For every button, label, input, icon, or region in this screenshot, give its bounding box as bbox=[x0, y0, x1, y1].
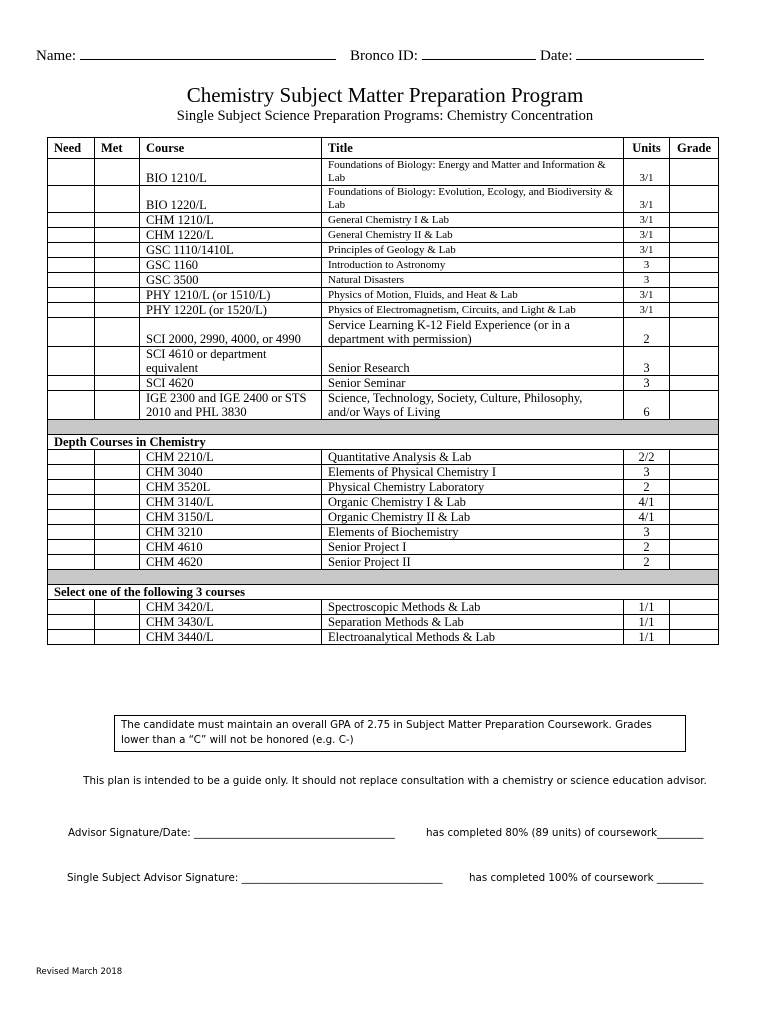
grade-cell[interactable] bbox=[670, 228, 719, 243]
need-cell[interactable] bbox=[48, 376, 95, 391]
need-cell[interactable] bbox=[48, 273, 95, 288]
grade-cell[interactable] bbox=[670, 303, 719, 318]
met-cell[interactable] bbox=[95, 258, 140, 273]
table-row bbox=[48, 258, 719, 273]
units-cell: 1/1 bbox=[624, 615, 670, 630]
grade-cell[interactable] bbox=[670, 273, 719, 288]
table-row bbox=[48, 465, 719, 480]
met-cell[interactable] bbox=[95, 303, 140, 318]
title-cell: Physics of Motion, Fluids, and Heat & Lab bbox=[322, 288, 624, 303]
units-cell: 2/2 bbox=[624, 450, 670, 465]
table-row bbox=[48, 630, 719, 645]
need-cell[interactable] bbox=[48, 258, 95, 273]
met-cell[interactable] bbox=[95, 186, 140, 213]
section-divider bbox=[48, 570, 719, 585]
course-cell: CHM 3210 bbox=[140, 525, 322, 540]
met-cell[interactable] bbox=[95, 630, 140, 645]
header-title: Title bbox=[322, 138, 624, 159]
title-cell: Natural Disasters bbox=[322, 273, 624, 288]
units-cell: 4/1 bbox=[624, 510, 670, 525]
title-cell: Quantitative Analysis & Lab bbox=[322, 450, 624, 465]
title-cell: General Chemistry I & Lab bbox=[322, 213, 624, 228]
title-cell: Introduction to Astronomy bbox=[322, 258, 624, 273]
need-cell[interactable] bbox=[48, 228, 95, 243]
grade-cell[interactable] bbox=[670, 318, 719, 347]
met-cell[interactable] bbox=[95, 615, 140, 630]
select-heading: Select one of the following 3 courses bbox=[48, 585, 719, 600]
units-cell: 3 bbox=[624, 347, 670, 376]
table-row bbox=[48, 228, 719, 243]
bronco-id-line[interactable] bbox=[422, 46, 536, 60]
course-cell: GSC 1160 bbox=[140, 258, 322, 273]
table-row bbox=[48, 391, 719, 420]
units-cell: 3 bbox=[624, 465, 670, 480]
table-row bbox=[48, 376, 719, 391]
grade-cell[interactable] bbox=[670, 465, 719, 480]
met-cell[interactable] bbox=[95, 510, 140, 525]
title-cell: Physics of Electromagnetism, Circuits, and Light & Lab bbox=[322, 303, 624, 318]
advisor-progress-line[interactable]: has completed 80% (89 units) of coursework_________ bbox=[426, 827, 704, 839]
course-cell: BIO 1220/L bbox=[140, 186, 322, 213]
units-cell: 2 bbox=[624, 555, 670, 570]
title-cell: Foundations of Biology: Evolution, Ecology, and Biodiversity & Lab bbox=[322, 186, 624, 213]
name-field bbox=[36, 46, 336, 65]
guide-note: This plan is intended to be a guide only. It should not replace consultation with a chemistry or science education advisor. bbox=[83, 775, 707, 787]
met-cell[interactable] bbox=[95, 347, 140, 376]
met-cell[interactable] bbox=[95, 288, 140, 303]
units-cell: 2 bbox=[624, 540, 670, 555]
need-cell[interactable] bbox=[48, 318, 95, 347]
title-cell: Senior Project I bbox=[322, 540, 624, 555]
course-table bbox=[47, 137, 719, 645]
course-cell: CHM 2210/L bbox=[140, 450, 322, 465]
course-cell: GSC 3500 bbox=[140, 273, 322, 288]
need-cell[interactable] bbox=[48, 303, 95, 318]
course-cell: CHM 4610 bbox=[140, 540, 322, 555]
name-label: Name: bbox=[36, 48, 76, 64]
grade-cell[interactable] bbox=[670, 480, 719, 495]
need-cell[interactable] bbox=[48, 186, 95, 213]
met-cell[interactable] bbox=[95, 555, 140, 570]
grade-cell[interactable] bbox=[670, 525, 719, 540]
units-cell: 1/1 bbox=[624, 600, 670, 615]
name-line[interactable] bbox=[80, 46, 336, 60]
title-cell: Senior Seminar bbox=[322, 376, 624, 391]
course-cell: SCI 4620 bbox=[140, 376, 322, 391]
title-cell: Elements of Biochemistry bbox=[322, 525, 624, 540]
title-cell: Separation Methods & Lab bbox=[322, 615, 624, 630]
need-cell[interactable] bbox=[48, 615, 95, 630]
units-cell: 3 bbox=[624, 258, 670, 273]
met-cell[interactable] bbox=[95, 450, 140, 465]
table-row bbox=[48, 347, 719, 376]
grade-cell[interactable] bbox=[670, 510, 719, 525]
table-row bbox=[48, 510, 719, 525]
units-cell: 3/1 bbox=[624, 288, 670, 303]
course-cell: CHM 3140/L bbox=[140, 495, 322, 510]
title-cell: Spectroscopic Methods & Lab bbox=[322, 600, 624, 615]
table-row bbox=[48, 159, 719, 186]
units-cell: 1/1 bbox=[624, 630, 670, 645]
course-cell: PHY 1220L (or 1520/L) bbox=[140, 303, 322, 318]
met-cell[interactable] bbox=[95, 376, 140, 391]
gpa-note-box: The candidate must maintain an overall GPA of 2.75 in Subject Matter Preparation Coursework. Grades lower than a “C” will not be honored (e.g. C-) bbox=[114, 715, 686, 752]
grade-cell[interactable] bbox=[670, 540, 719, 555]
table-row bbox=[48, 288, 719, 303]
met-cell[interactable] bbox=[95, 228, 140, 243]
header-met: Met bbox=[95, 138, 140, 159]
date-field bbox=[540, 46, 704, 65]
grade-cell[interactable] bbox=[670, 615, 719, 630]
need-cell[interactable] bbox=[48, 495, 95, 510]
units-cell: 3/1 bbox=[624, 228, 670, 243]
units-cell: 3 bbox=[624, 273, 670, 288]
course-cell: IGE 2300 and IGE 2400 or STS 2010 and PHL 3830 bbox=[140, 391, 322, 420]
date-line[interactable] bbox=[576, 46, 704, 60]
course-cell: CHM 1220/L bbox=[140, 228, 322, 243]
title-cell: Service Learning K-12 Field Experience (or in a department with permission) bbox=[322, 318, 624, 347]
units-cell: 3/1 bbox=[624, 303, 670, 318]
title-cell: Elements of Physical Chemistry I bbox=[322, 465, 624, 480]
grade-cell[interactable] bbox=[670, 159, 719, 186]
need-cell[interactable] bbox=[48, 450, 95, 465]
title-cell: General Chemistry II & Lab bbox=[322, 228, 624, 243]
bronco-id-label: Bronco ID: bbox=[350, 48, 418, 64]
grade-cell[interactable] bbox=[670, 391, 719, 420]
course-cell: CHM 3430/L bbox=[140, 615, 322, 630]
units-cell: 6 bbox=[624, 391, 670, 420]
title-cell: Foundations of Biology: Energy and Matter and Information & Lab bbox=[322, 159, 624, 186]
section-divider bbox=[48, 420, 719, 435]
table-header-row bbox=[48, 138, 719, 159]
table-row bbox=[48, 600, 719, 615]
table-row bbox=[48, 243, 719, 258]
need-cell[interactable] bbox=[48, 510, 95, 525]
header-course: Course bbox=[140, 138, 322, 159]
title-cell: Science, Technology, Society, Culture, Philosophy, and/or Ways of Living bbox=[322, 391, 624, 420]
grade-cell[interactable] bbox=[670, 243, 719, 258]
grade-cell[interactable] bbox=[670, 213, 719, 228]
units-cell: 3/1 bbox=[624, 186, 670, 213]
need-cell[interactable] bbox=[48, 213, 95, 228]
table-row bbox=[48, 525, 719, 540]
course-cell: CHM 1210/L bbox=[140, 213, 322, 228]
title-cell: Senior Project II bbox=[322, 555, 624, 570]
table-row bbox=[48, 555, 719, 570]
table-row bbox=[48, 213, 719, 228]
units-cell: 3/1 bbox=[624, 243, 670, 258]
table-row bbox=[48, 615, 719, 630]
course-cell: CHM 4620 bbox=[140, 555, 322, 570]
course-cell: CHM 3040 bbox=[140, 465, 322, 480]
header-units: Units bbox=[624, 138, 670, 159]
grade-cell[interactable] bbox=[670, 495, 719, 510]
course-cell: SCI 2000, 2990, 4000, or 4990 bbox=[140, 318, 322, 347]
course-cell: PHY 1210/L (or 1510/L) bbox=[140, 288, 322, 303]
need-cell[interactable] bbox=[48, 555, 95, 570]
grade-cell[interactable] bbox=[670, 186, 719, 213]
units-cell: 4/1 bbox=[624, 495, 670, 510]
depth-heading: Depth Courses in Chemistry bbox=[48, 435, 719, 450]
single-subject-signature-line[interactable]: Single Subject Advisor Signature: _______________________________________ bbox=[67, 872, 443, 884]
units-cell: 3 bbox=[624, 376, 670, 391]
met-cell[interactable] bbox=[95, 273, 140, 288]
title-cell: Organic Chemistry I & Lab bbox=[322, 495, 624, 510]
met-cell[interactable] bbox=[95, 159, 140, 186]
table-row bbox=[48, 450, 719, 465]
single-subject-progress-line[interactable]: has completed 100% of coursework _________ bbox=[469, 872, 704, 884]
need-cell[interactable] bbox=[48, 480, 95, 495]
course-cell: SCI 4610 or department equivalent bbox=[140, 347, 322, 376]
units-cell: 2 bbox=[624, 318, 670, 347]
met-cell[interactable] bbox=[95, 243, 140, 258]
grade-cell[interactable] bbox=[670, 630, 719, 645]
need-cell[interactable] bbox=[48, 465, 95, 480]
grade-cell[interactable] bbox=[670, 600, 719, 615]
need-cell[interactable] bbox=[48, 347, 95, 376]
met-cell[interactable] bbox=[95, 213, 140, 228]
met-cell[interactable] bbox=[95, 391, 140, 420]
course-cell: CHM 3440/L bbox=[140, 630, 322, 645]
units-cell: 3 bbox=[624, 525, 670, 540]
title-cell: Physical Chemistry Laboratory bbox=[322, 480, 624, 495]
table-row bbox=[48, 540, 719, 555]
met-cell[interactable] bbox=[95, 465, 140, 480]
need-cell[interactable] bbox=[48, 243, 95, 258]
grade-cell[interactable] bbox=[670, 555, 719, 570]
need-cell[interactable] bbox=[48, 525, 95, 540]
course-cell: BIO 1210/L bbox=[140, 159, 322, 186]
need-cell[interactable] bbox=[48, 540, 95, 555]
table-row bbox=[48, 303, 719, 318]
met-cell[interactable] bbox=[95, 600, 140, 615]
grade-cell[interactable] bbox=[670, 376, 719, 391]
title-cell: Senior Research bbox=[322, 347, 624, 376]
title-cell: Organic Chemistry II & Lab bbox=[322, 510, 624, 525]
need-cell[interactable] bbox=[48, 391, 95, 420]
units-cell: 2 bbox=[624, 480, 670, 495]
grade-cell[interactable] bbox=[670, 347, 719, 376]
table-row bbox=[48, 273, 719, 288]
table-row bbox=[48, 318, 719, 347]
need-cell[interactable] bbox=[48, 159, 95, 186]
course-cell: CHM 3420/L bbox=[140, 600, 322, 615]
need-cell[interactable] bbox=[48, 630, 95, 645]
met-cell[interactable] bbox=[95, 318, 140, 347]
bronco-id-field bbox=[350, 46, 536, 65]
title-cell: Electroanalytical Methods & Lab bbox=[322, 630, 624, 645]
table-row bbox=[48, 186, 719, 213]
met-cell[interactable] bbox=[95, 480, 140, 495]
section-heading-row bbox=[48, 585, 719, 600]
course-cell: CHM 3520L bbox=[140, 480, 322, 495]
page-title: Chemistry Subject Matter Preparation Program bbox=[186, 83, 584, 107]
advisor-signature-line[interactable]: Advisor Signature/Date: _______________________________________ bbox=[68, 827, 395, 839]
course-cell: CHM 3150/L bbox=[140, 510, 322, 525]
grade-cell[interactable] bbox=[670, 258, 719, 273]
date-label: Date: bbox=[540, 48, 573, 64]
need-cell[interactable] bbox=[48, 288, 95, 303]
table-row bbox=[48, 480, 719, 495]
met-cell[interactable] bbox=[95, 525, 140, 540]
grade-cell[interactable] bbox=[670, 450, 719, 465]
title-cell: Principles of Geology & Lab bbox=[322, 243, 624, 258]
course-cell: GSC 1110/1410L bbox=[140, 243, 322, 258]
need-cell[interactable] bbox=[48, 600, 95, 615]
header-grade: Grade bbox=[670, 138, 719, 159]
met-cell[interactable] bbox=[95, 540, 140, 555]
page-subtitle: Single Subject Science Preparation Programs: Chemistry Concentration bbox=[176, 108, 594, 124]
units-cell: 3/1 bbox=[624, 159, 670, 186]
units-cell: 3/1 bbox=[624, 213, 670, 228]
section-heading-row bbox=[48, 435, 719, 450]
met-cell[interactable] bbox=[95, 495, 140, 510]
header-need: Need bbox=[48, 138, 95, 159]
revision-footer: Revised March 2018 bbox=[36, 967, 123, 977]
grade-cell[interactable] bbox=[670, 288, 719, 303]
table-row bbox=[48, 495, 719, 510]
